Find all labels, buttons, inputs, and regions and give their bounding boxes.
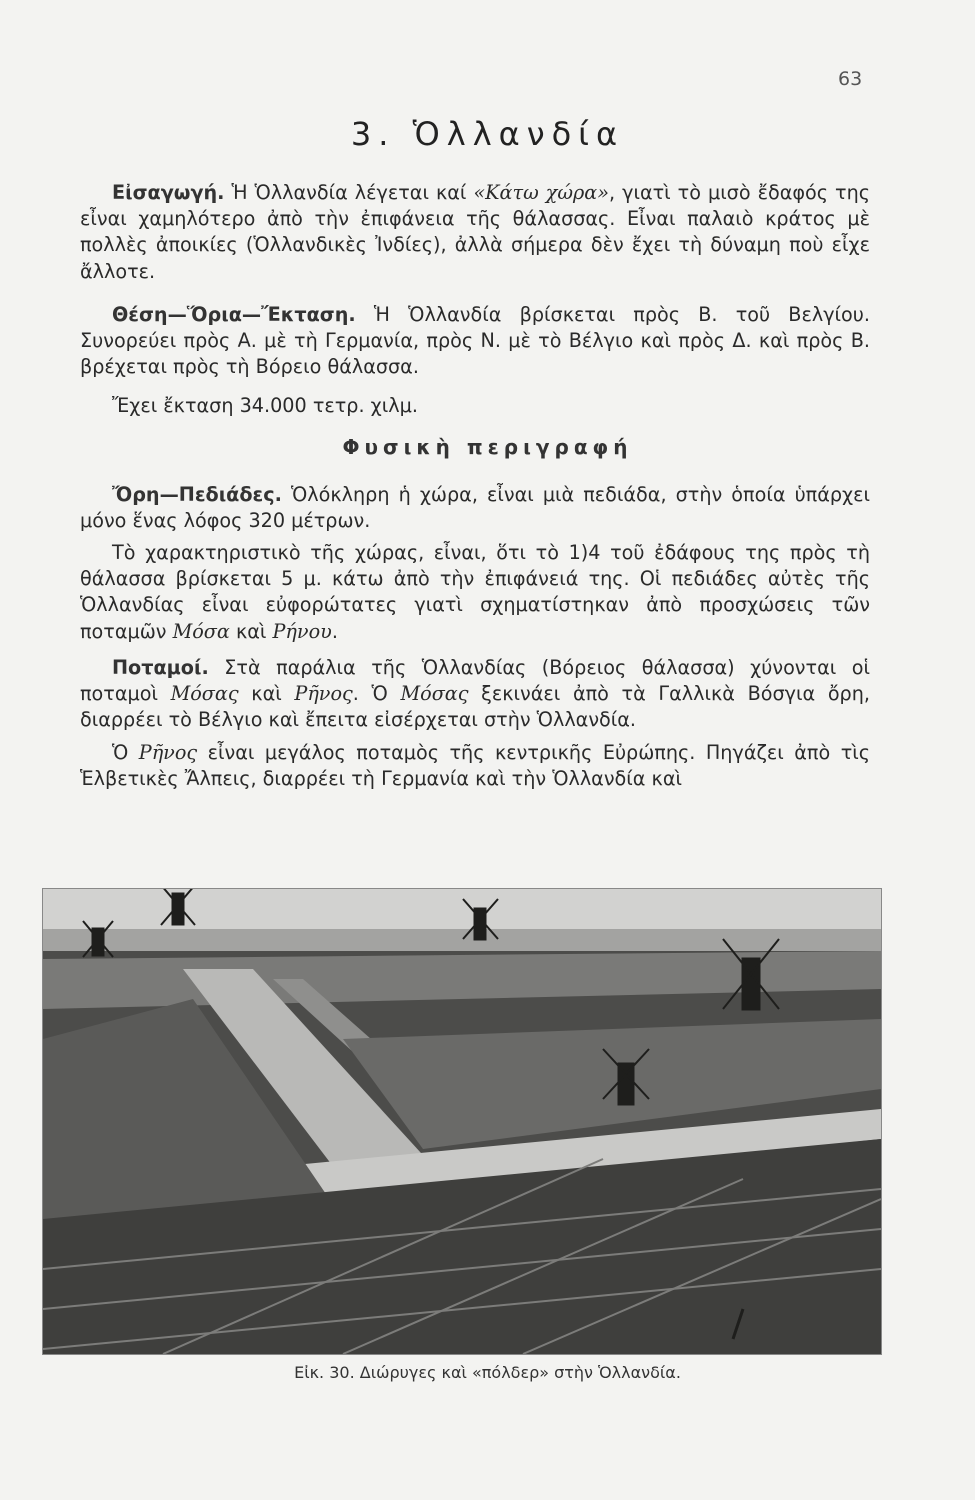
rhine-text-2: εἶναι μεγάλος ποταμὸς τῆς κεντρικῆς Εὐρώπης. Πηγάζει ἀπὸ τὶς Ἑλβετικὲς Ἄλπεις, διαρρέει τὴ Γερμανία καὶ τὴν Ὁλλανδία καὶ xyxy=(80,741,871,791)
position-lead: Θέση—Ὅρια—Ἔκταση. xyxy=(112,303,356,326)
characteristic-paragraph xyxy=(80,540,870,645)
rhine-text-1: Ὁ xyxy=(112,741,139,764)
river-name-mosas-2: Μόσας xyxy=(400,682,469,706)
rivers-text-4: ξεκινάει ἀπὸ τὰ Γαλλικὰ Βόσγια ὄρη, διαρρέει τὸ Βέλγιο καὶ ἔπειτα εἰσέρχεται στὴν Ὁλλανδία. xyxy=(80,682,870,732)
rivers-text-2: καὶ xyxy=(238,682,295,706)
area-line: Ἔχει ἔκταση 34.000 τετρ. χιλμ. xyxy=(112,394,418,417)
intro-paragraph xyxy=(80,180,870,285)
position-paragraph xyxy=(80,302,870,381)
mountains-text: Ὁλόκληρη ἡ χώρα, εἶναι μιὰ πεδιάδα, στὴν ὁποία ὑπάρχει μόνο ἕνας λόφος 320 μέτρων. xyxy=(80,483,870,533)
rivers-text-3: . Ὁ xyxy=(352,682,401,706)
rivers-text-1: Στὰ παράλια τῆς Ὁλλανδίας (Βόρειος θάλασσα) χύνονται οἱ ποταμοὶ xyxy=(80,656,870,706)
river-name-rhenos-2: Ρῆνος xyxy=(138,741,198,764)
river-name-mosas: Μόσας xyxy=(170,682,239,706)
period-text: . xyxy=(331,619,338,643)
polder-photograph xyxy=(42,888,882,1355)
river-name-rhenos: Ρῆνος xyxy=(294,682,353,706)
position-text: Ἡ Ὁλλανδία βρίσκεται πρὸς Β. τοῦ Βελγίου. Συνορεύει πρὸς Α. μὲ τὴ Γερμανία, πρὸς Ν. μὲ τὸ Βέλγιο καὶ πρὸς Δ. καὶ πρὸς Β. βρέχεται πρὸς τὴ Βόρειο θάλασσα. xyxy=(80,303,870,379)
section-heading: Φυσικὴ περιγραφή xyxy=(342,435,633,459)
intro-lead: Εἰσαγωγή. xyxy=(112,181,225,204)
mountains-paragraph xyxy=(80,482,870,534)
intro-text-2: , γιατὶ τὸ μισὸ ἔδαφός της εἶναι χαμηλότερο ἀπὸ τὴν ἐπιφάνεια τῆς θάλασσας. Εἶναι παλαιὸ κράτος μὲ πολλὲς ἀποικίες (Ὁλλανδικὲς Ἰνδίες), ἀλλὰ σήμερα δὲν ἔχει τὴ δύναμη ποὺ εἶχε ἄλλοτε. xyxy=(80,181,871,283)
river-name-rhine: Ρήνου xyxy=(272,619,332,643)
figure-caption: Εἰκ. 30. Διώρυγες καὶ «πόλδερ» στὴν Ὁλλανδία. xyxy=(294,1363,681,1382)
mountains-lead: Ὄρη—Πεδιάδες. xyxy=(112,483,282,506)
intro-text-1: Ἡ Ὁλλανδία λέγεται καί xyxy=(224,181,474,204)
rivers-lead: Ποταμοί. xyxy=(112,656,209,679)
rhine-paragraph xyxy=(80,740,870,792)
page-number: 63 xyxy=(838,68,863,90)
river-name-mosa: Μόσα xyxy=(172,619,230,643)
polder-photo-image xyxy=(43,889,881,1354)
intro-quote: «Κάτω χώρα» xyxy=(473,181,609,204)
characteristic-text: Τὸ χαρακτηριστικὸ τῆς χώρας, εἶναι, ὅτι τὸ 1)4 τοῦ ἐδάφους της πρὸς τὴ θάλασσα βρίσκεται 5 μ. κάτω ἀπὸ τὴν ἐπιφάνειά της. Οἱ πεδιάδες αὐτὲς τῆς Ὁλλανδίας εἶναι εὐφορώτατες γιατὶ σχηματίστηκαν ἀπὸ προσχώσεις τῶν ποταμῶν xyxy=(80,541,870,643)
chapter-title: 3. Ὁλλανδία xyxy=(350,115,625,153)
rivers-paragraph xyxy=(80,655,870,734)
connector-text: καὶ xyxy=(229,619,273,643)
